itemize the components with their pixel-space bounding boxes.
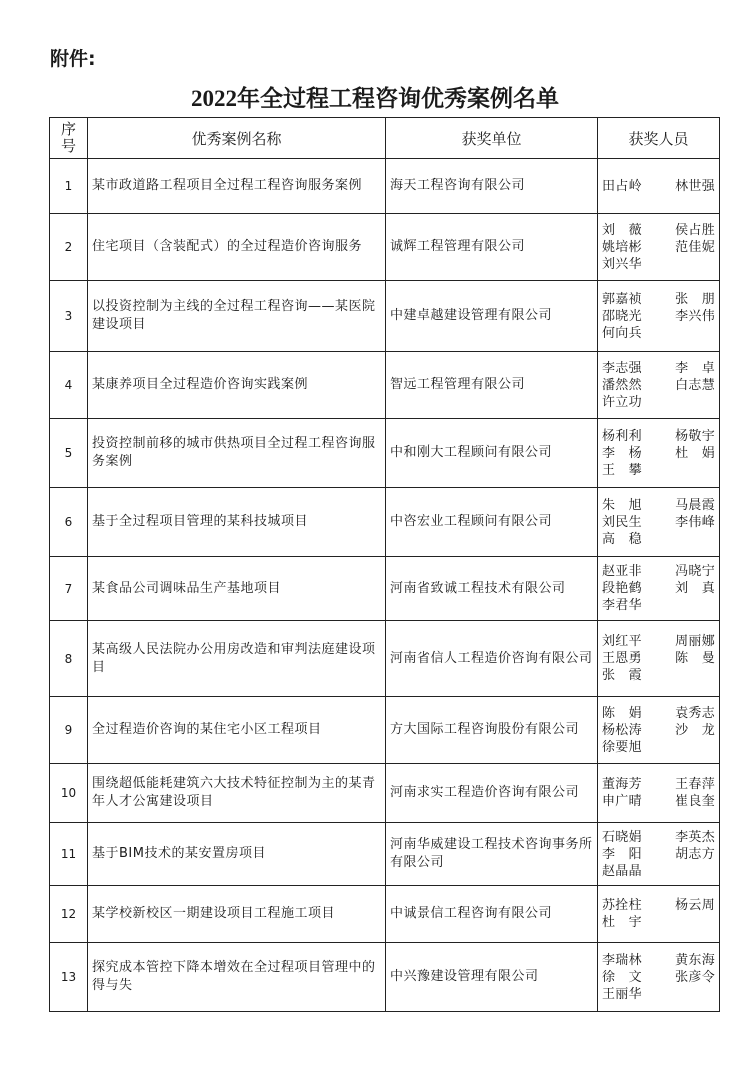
person-name: 杨利利 — [602, 428, 642, 444]
table-row — [50, 281, 720, 352]
person-name: 张 霞 — [602, 668, 642, 683]
award-organization: 中诚景信工程咨询有限公司 — [386, 886, 598, 943]
award-people — [598, 214, 720, 281]
person-name: 王恩勇 — [602, 651, 642, 666]
column-header-case-name: 优秀案例名称 — [88, 118, 386, 159]
case-name: 某康养项目全过程造价咨询实践案例 — [88, 352, 386, 419]
award-table — [49, 117, 720, 1012]
case-name: 某食品公司调味品生产基地项目 — [88, 557, 386, 621]
person-name: 陈 娟 — [602, 705, 642, 721]
person-name: 袁秀志 — [675, 705, 715, 721]
person-name: 王春萍 — [675, 777, 715, 792]
column-header-organization: 获奖单位 — [386, 118, 598, 159]
attachment-label: 附件: — [50, 48, 96, 70]
table-row — [50, 764, 720, 823]
person-name: 田占岭 — [602, 178, 642, 194]
award-organization: 中咨宏业工程顾问有限公司 — [386, 488, 598, 557]
award-organization: 方大国际工程咨询股份有限公司 — [386, 697, 598, 764]
award-people — [598, 159, 720, 214]
row-number: 9 — [50, 697, 88, 764]
person-name: 许立功 — [602, 394, 642, 410]
award-organization: 河南省信人工程造价咨询有限公司 — [386, 621, 598, 697]
person-name: 侯占胜 — [675, 222, 715, 238]
row-number: 1 — [50, 159, 88, 214]
person-name: 徐 文 — [602, 969, 642, 985]
person-name: 沙 龙 — [675, 722, 715, 738]
person-name: 杨云周 — [675, 898, 715, 913]
award-organization: 中建卓越建设管理有限公司 — [386, 281, 598, 352]
column-header-number: 序号 — [50, 118, 88, 159]
person-name: 黄东海 — [675, 952, 715, 968]
person-name: 朱 旭 — [602, 497, 642, 513]
case-name: 某学校新校区一期建设项目工程施工项目 — [88, 886, 386, 943]
award-organization: 诚辉工程管理有限公司 — [386, 214, 598, 281]
person-name: 高 稳 — [602, 531, 642, 547]
case-name: 围绕超低能耗建筑六大技术特征控制为主的某青年人才公寓建设项目 — [88, 764, 386, 823]
person-name: 林世强 — [675, 178, 715, 194]
table-row — [50, 488, 720, 557]
table-row — [50, 159, 720, 214]
person-name: 李伟峰 — [675, 514, 715, 530]
table-row — [50, 419, 720, 488]
table-row — [50, 352, 720, 419]
award-people — [598, 697, 720, 764]
award-organization: 海天工程咨询有限公司 — [386, 159, 598, 214]
row-number: 5 — [50, 419, 88, 488]
row-number: 10 — [50, 764, 88, 823]
person-name: 郭嘉祯 — [602, 291, 642, 307]
case-name: 住宅项目（含装配式）的全过程造价咨询服务 — [88, 214, 386, 281]
person-name: 李 阳 — [602, 846, 642, 862]
table-row — [50, 557, 720, 621]
person-name: 杜 娟 — [675, 445, 715, 461]
person-name: 李志强 — [602, 360, 642, 376]
award-people — [598, 886, 720, 943]
award-people — [598, 621, 720, 697]
award-organization: 中和刚大工程顾问有限公司 — [386, 419, 598, 488]
person-name: 马晨霞 — [675, 497, 715, 513]
award-people — [598, 488, 720, 557]
table-row — [50, 214, 720, 281]
table-row — [50, 621, 720, 697]
person-name: 杨松涛 — [602, 722, 642, 738]
person-name: 苏拴柱 — [602, 898, 642, 913]
table-row — [50, 823, 720, 886]
award-organization: 河南求实工程造价咨询有限公司 — [386, 764, 598, 823]
row-number: 3 — [50, 281, 88, 352]
table-row — [50, 943, 720, 1012]
row-number: 6 — [50, 488, 88, 557]
award-people — [598, 352, 720, 419]
person-name: 张彦令 — [675, 969, 715, 985]
person-name: 姚培彬 — [602, 239, 642, 255]
person-name: 白志慧 — [675, 377, 715, 393]
person-name: 刘 真 — [675, 581, 715, 596]
award-people — [598, 557, 720, 621]
row-number: 2 — [50, 214, 88, 281]
award-organization: 智远工程管理有限公司 — [386, 352, 598, 419]
person-name: 何向兵 — [602, 325, 642, 341]
award-people — [598, 823, 720, 886]
person-name: 徐要旭 — [602, 739, 642, 755]
person-name: 董海芳 — [602, 777, 642, 792]
person-name: 王 攀 — [602, 462, 642, 478]
row-number: 12 — [50, 886, 88, 943]
row-number: 7 — [50, 557, 88, 621]
case-name: 基于BIM技术的某安置房项目 — [88, 823, 386, 886]
person-name: 刘兴华 — [602, 256, 642, 272]
person-name: 崔良奎 — [675, 794, 715, 809]
case-name: 某高级人民法院办公用房改造和审判法庭建设项目 — [88, 621, 386, 697]
document-title: 2022年全过程工程咨询优秀案例名单 — [191, 86, 559, 111]
row-number: 11 — [50, 823, 88, 886]
case-name: 探究成本管控下降本增效在全过程项目管理中的得与失 — [88, 943, 386, 1012]
person-name: 赵晶晶 — [602, 863, 642, 879]
person-name: 王丽华 — [602, 986, 642, 1002]
person-name: 刘红平 — [602, 634, 642, 649]
case-name: 全过程造价咨询的某住宅小区工程项目 — [88, 697, 386, 764]
person-name: 李 卓 — [675, 360, 715, 376]
person-name: 周丽娜 — [675, 634, 715, 649]
award-organization: 河南省致诚工程技术有限公司 — [386, 557, 598, 621]
person-name: 李英杰 — [675, 829, 715, 845]
person-name: 李兴伟 — [675, 308, 715, 324]
table-row — [50, 697, 720, 764]
row-number: 4 — [50, 352, 88, 419]
award-people — [598, 281, 720, 352]
person-name: 邵晓光 — [602, 308, 642, 324]
table-header-row — [50, 118, 720, 159]
table-body — [50, 159, 720, 1012]
person-name: 杨敬宇 — [675, 428, 715, 444]
person-name: 潘然然 — [602, 377, 642, 393]
row-number: 8 — [50, 621, 88, 697]
person-name: 申广晴 — [602, 794, 642, 809]
person-name: 陈 曼 — [675, 651, 715, 666]
award-people — [598, 419, 720, 488]
case-name: 某市政道路工程项目全过程工程咨询服务案例 — [88, 159, 386, 214]
case-name: 以投资控制为主线的全过程工程咨询——某医院建设项目 — [88, 281, 386, 352]
person-name: 李君华 — [602, 598, 642, 613]
person-name: 刘 薇 — [602, 222, 642, 238]
person-name: 李瑞林 — [602, 952, 642, 968]
person-name: 刘民生 — [602, 514, 642, 530]
table-row — [50, 886, 720, 943]
person-name: 赵亚非 — [602, 564, 642, 579]
person-name: 李 杨 — [602, 445, 642, 461]
column-header-people: 获奖人员 — [598, 118, 720, 159]
person-name: 张 朋 — [675, 291, 715, 307]
award-organization: 中兴豫建设管理有限公司 — [386, 943, 598, 1012]
person-name: 冯晓宁 — [675, 564, 715, 579]
person-name: 杜 宇 — [602, 915, 642, 930]
person-name: 范佳妮 — [675, 239, 715, 255]
row-number: 13 — [50, 943, 88, 1012]
case-name: 基于全过程项目管理的某科技城项目 — [88, 488, 386, 557]
award-people — [598, 764, 720, 823]
person-name: 胡志方 — [675, 846, 715, 862]
person-name: 石晓娟 — [602, 829, 642, 845]
award-organization: 河南华威建设工程技术咨询事务所有限公司 — [386, 823, 598, 886]
person-name: 段艳鹤 — [602, 581, 642, 596]
award-people — [598, 943, 720, 1012]
case-name: 投资控制前移的城市供热项目全过程工程咨询服务案例 — [88, 419, 386, 488]
